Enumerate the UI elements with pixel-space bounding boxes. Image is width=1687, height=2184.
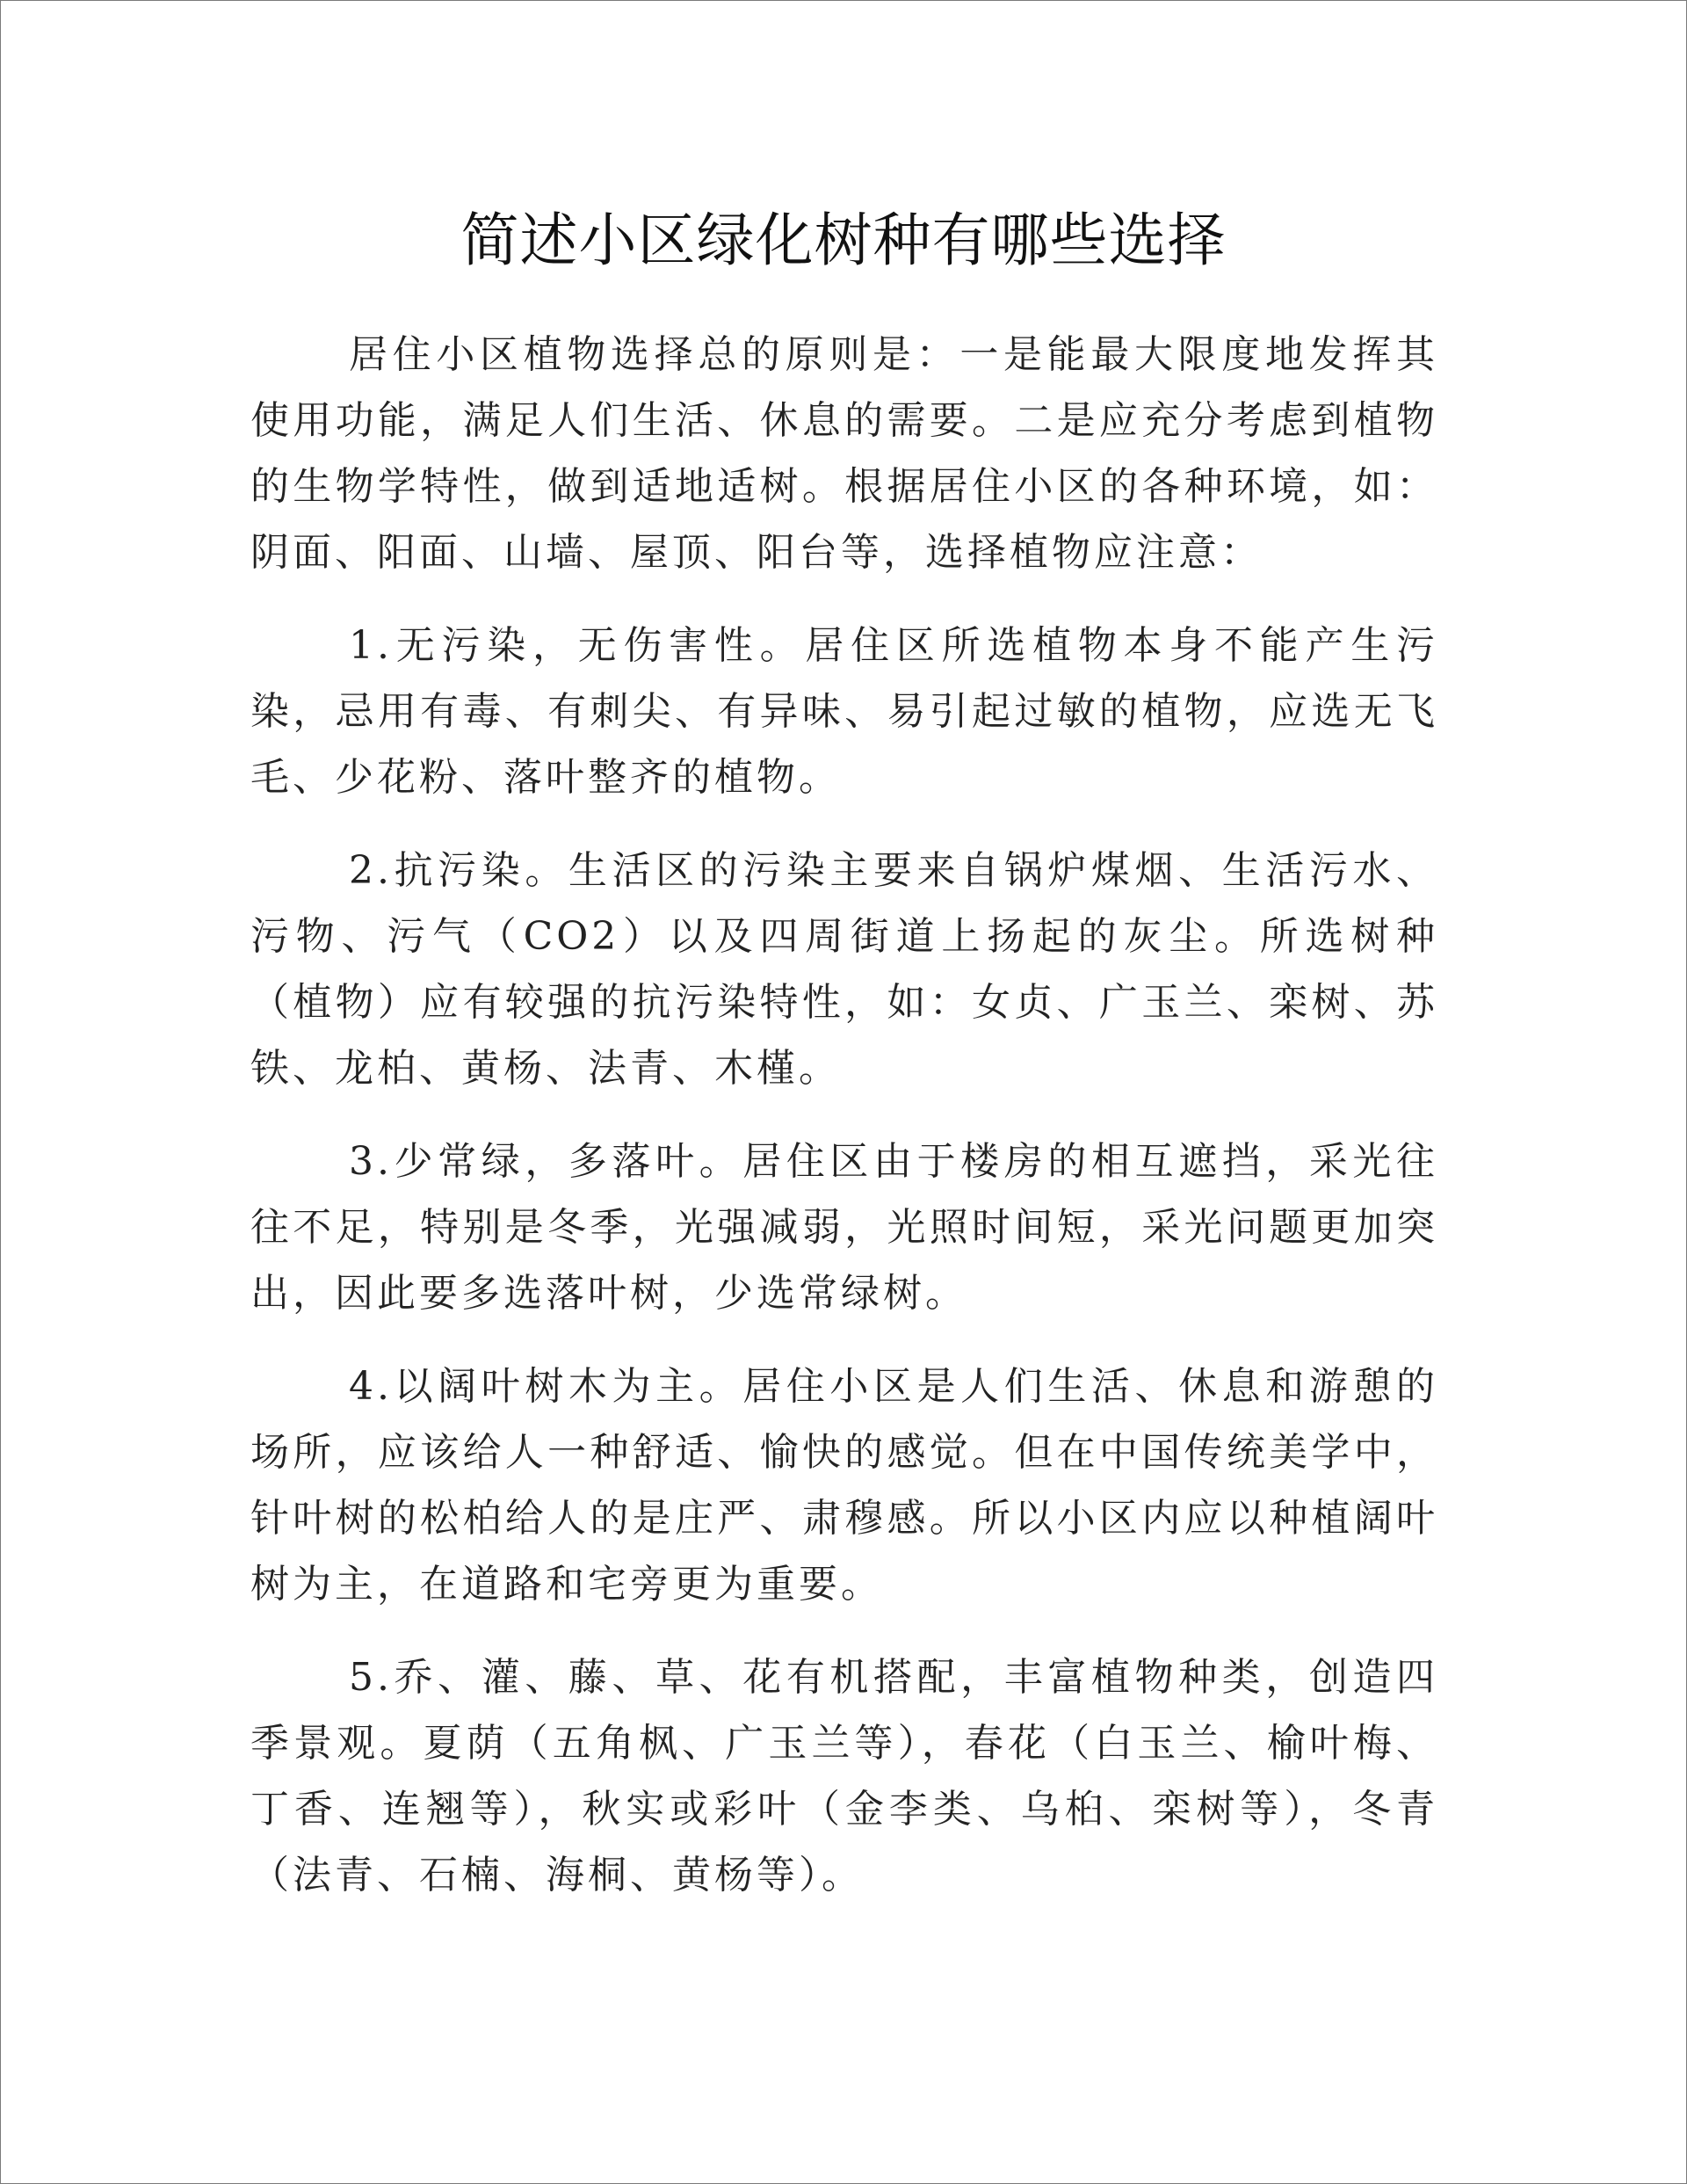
paragraph-intro: 居住小区植物选择总的原则是：一是能最大限度地发挥其使用功能，满足人们生活、休息的需要。二是应充分考虑到植物的生物学特性，做到适地适树。根据居住小区的各种环境，如：阴面、阳面、山墙、屋顶、阳台等，选择植物应注意： — [250, 332, 1438, 575]
paragraph-item-3: 3.少常绿，多落叶。居住区由于楼房的相互遮挡，采光往往不足，特别是冬季，光强减弱，光照时间短，采光问题更加突出，因此要多选落叶树，少选常绿树。 — [250, 1139, 1438, 1316]
paragraph-item-4: 4.以阔叶树木为主。居住小区是人们生活、休息和游憩的场所，应该给人一种舒适、愉快的感觉。但在中国传统美学中，针叶树的松柏给人的是庄严、肃穆感。所以小区内应以种植阔叶树为主，在道路和宅旁更为重要。 — [250, 1364, 1438, 1607]
paragraph-item-1: 1.无污染，无伤害性。居住区所选植物本身不能产生污染，忌用有毒、有刺尖、有异味、易引起过敏的植物，应选无飞毛、少花粉、落叶整齐的植物。 — [250, 623, 1438, 800]
paragraph-item-2: 2.抗污染。生活区的污染主要来自锅炉煤烟、生活污水、污物、污气（CO2）以及四周街道上扬起的灰尘。所选树种（植物）应有较强的抗污染特性，如：女贞、广玉兰、栾树、苏铁、龙柏、黄杨、法青、木槿。 — [250, 848, 1438, 1091]
paragraph-item-5: 5.乔、灌、藤、草、花有机搭配，丰富植物种类，创造四季景观。夏荫（五角枫、广玉兰等），春花（白玉兰、榆叶梅、丁香、连翘等），秋实或彩叶（金李类、乌桕、栾树等），冬青（法青、石楠、海桐、黄杨等）。 — [250, 1655, 1438, 1897]
document-title: 简述小区绿化树种有哪些选择 — [460, 207, 1227, 274]
document-body — [250, 322, 1438, 1935]
